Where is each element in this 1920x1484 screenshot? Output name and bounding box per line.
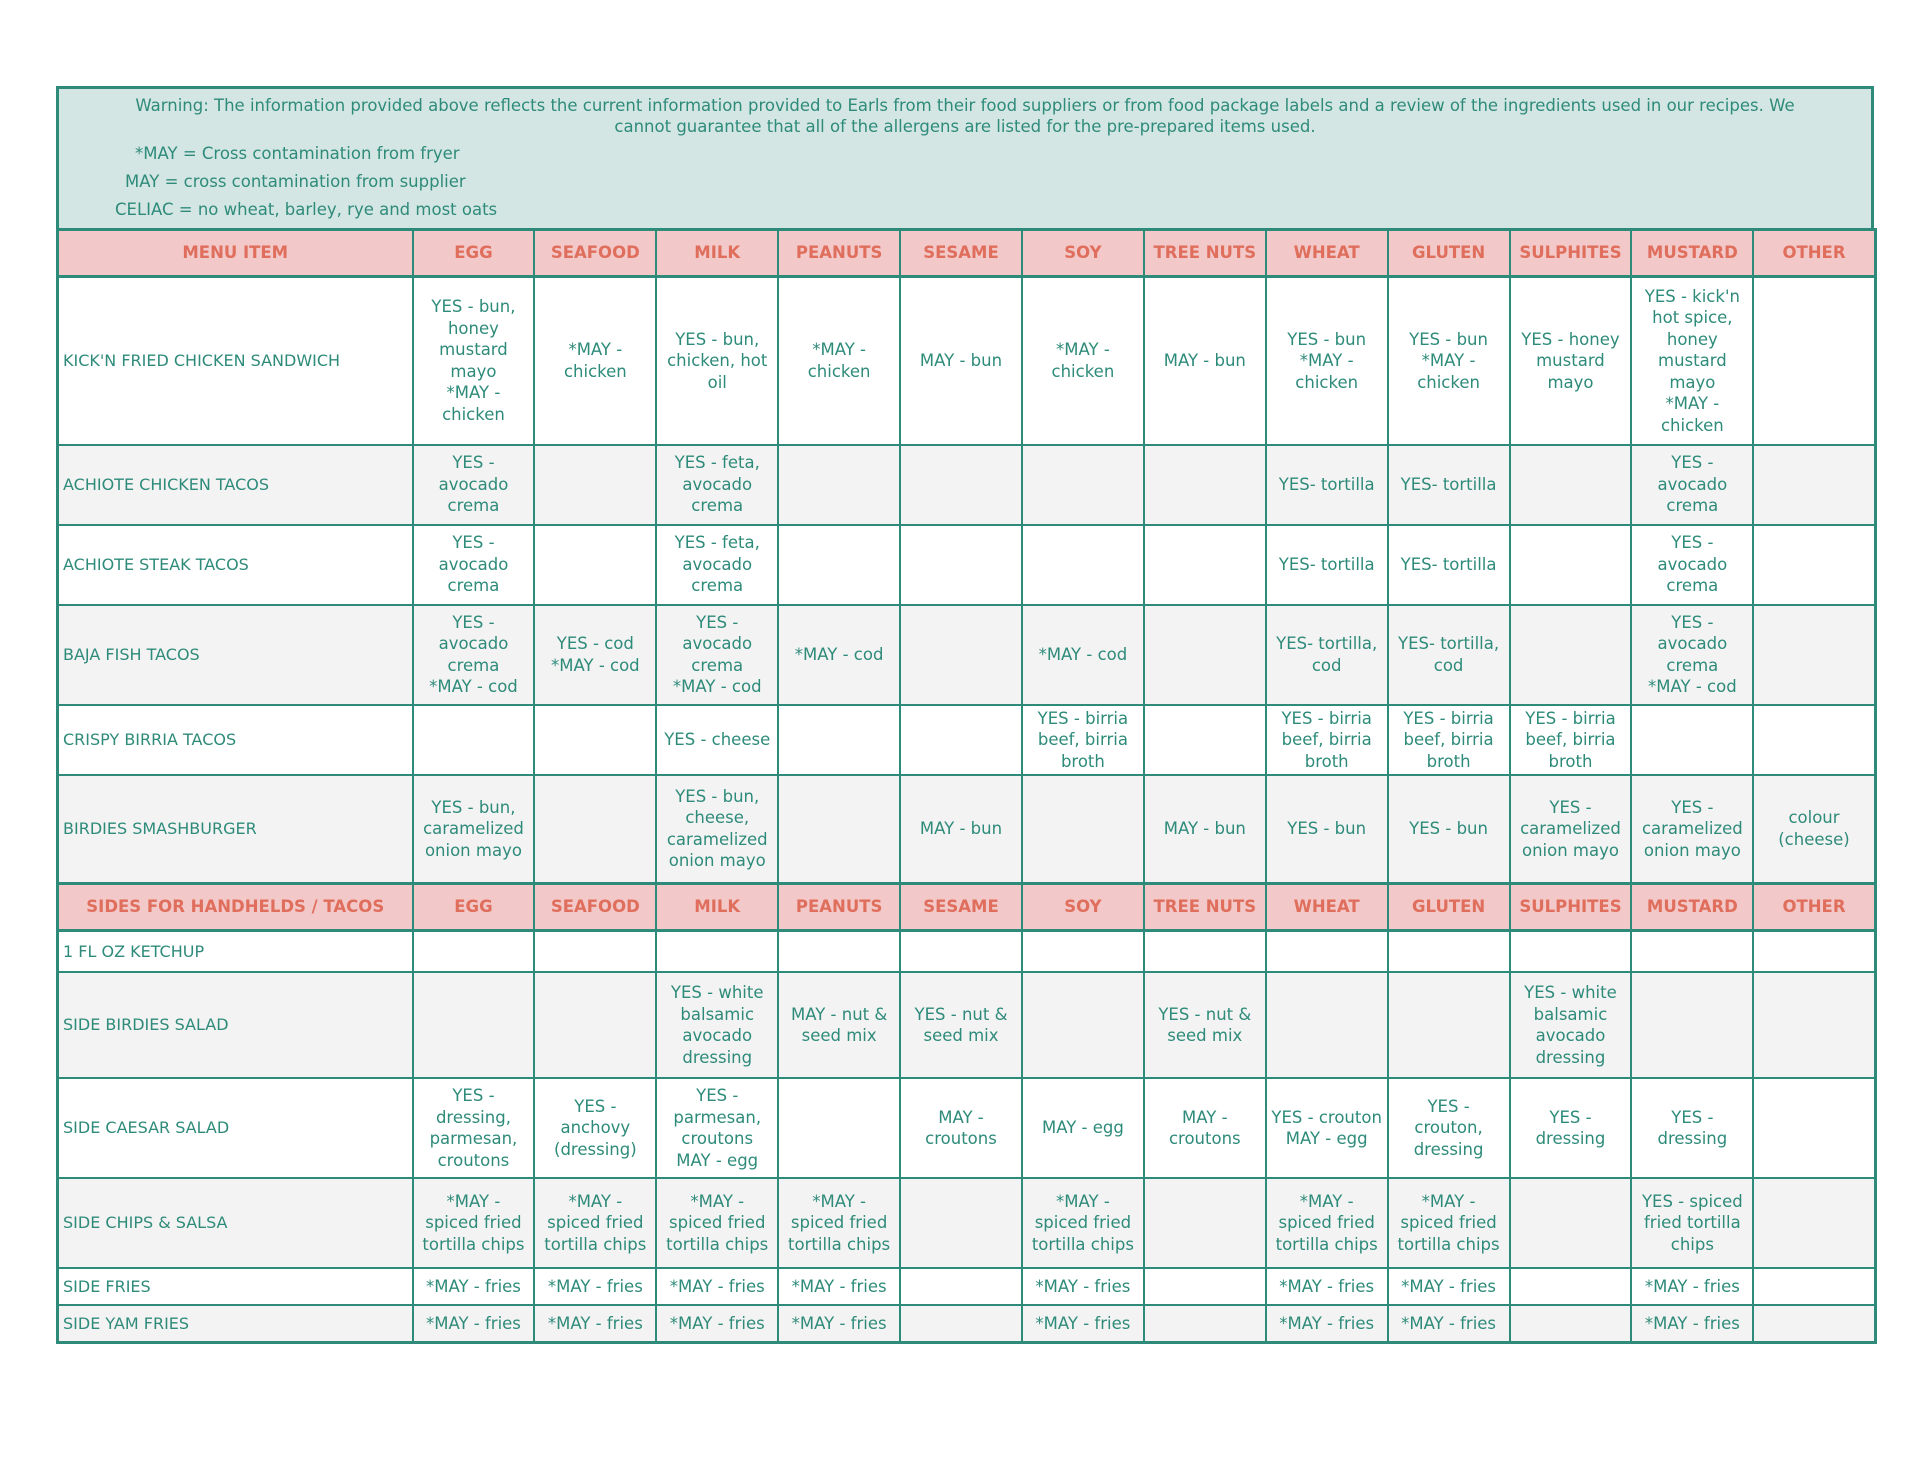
allergen-cell-milk [656,930,778,972]
cell-text: *MAY - cod [794,644,884,664]
allergen-cell-mustard [1631,930,1753,972]
allergen-cell-egg [413,1078,535,1178]
allergen-cell-mustard [1631,445,1753,525]
allergen-cell-gluten [1388,277,1510,445]
cell-text: YES- tortilla, cod [1398,634,1500,675]
allergen-cell-soy [1022,605,1144,705]
cell-text: *MAY - chicken [442,383,505,424]
cell-text: MAY - nut & seed mix [790,1004,888,1045]
allergen-cell-other [1753,1078,1875,1178]
allergen-cell-tree-nuts [1144,930,1266,972]
allergen-cell-wheat [1266,705,1388,776]
allergen-sheet [56,86,1874,1344]
allergen-table [56,228,1877,1344]
cell-text: YES - anchovy (dressing) [554,1096,637,1159]
allergen-cell-soy [1022,705,1144,776]
column-header-gluten: GLUTEN [1388,883,1510,930]
allergen-cell-egg [413,705,535,776]
allergen-cell-wheat [1266,972,1388,1078]
allergen-cell-milk [656,972,778,1078]
cell-text: MAY - egg [1285,1129,1368,1148]
allergen-cell-egg [413,445,535,525]
allergen-cell-mustard [1631,277,1753,445]
cell-text: YES - white balsamic avocado dressing [670,983,764,1067]
cell-text: YES - birria beef, birria broth [1037,708,1129,771]
column-header-egg: EGG [413,230,535,277]
menu-item-name: SIDE CAESAR SALAD [58,1078,413,1178]
allergen-cell-peanuts [778,930,900,972]
allergen-cell-seafood [534,1078,656,1178]
table-row [58,775,1876,883]
cell-text: YES - nut & seed mix [914,1004,1008,1045]
allergen-cell-seafood [534,930,656,972]
menu-item-name: SIDE CHIPS & SALSA [58,1178,413,1268]
cell-text: MAY - croutons [925,1107,997,1148]
column-header-milk: MILK [656,883,778,930]
allergen-cell-sulphites [1510,1305,1632,1342]
allergen-cell-tree-nuts [1144,775,1266,883]
table-row [58,1078,1876,1178]
cell-text: *MAY - fries [1401,1313,1497,1333]
column-header-peanuts: PEANUTS [778,230,900,277]
allergen-cell-soy [1022,525,1144,605]
cell-text: YES - dressing [1535,1107,1606,1148]
cell-text: *MAY - cod [672,677,762,696]
allergen-cell-sesame [900,605,1022,705]
column-header-wheat: WHEAT [1266,230,1388,277]
allergen-cell-sesame [900,1305,1022,1342]
allergen-cell-wheat [1266,1178,1388,1268]
allergen-cell-gluten [1388,1078,1510,1178]
allergen-cell-gluten [1388,445,1510,525]
allergen-cell-mustard [1631,1078,1753,1178]
cell-text: *MAY - fries [669,1313,765,1333]
allergen-cell-other [1753,930,1875,972]
allergen-cell-gluten [1388,1268,1510,1305]
allergen-cell-seafood [534,525,656,605]
allergen-cell-egg [413,605,535,705]
column-header-egg: EGG [413,883,535,930]
allergen-cell-sesame [900,1078,1022,1178]
cell-text: YES - dressing, parmesan, croutons [429,1086,518,1170]
cell-text: YES - honey mustard mayo [1521,329,1620,392]
allergen-cell-milk [656,705,778,776]
column-header-mustard: MUSTARD [1631,883,1753,930]
cell-text: YES - dressing [1657,1107,1728,1148]
cell-text: YES- tortilla [1400,474,1497,494]
allergen-cell-mustard [1631,525,1753,605]
allergen-cell-wheat [1266,775,1388,883]
allergen-cell-seafood [534,705,656,776]
allergen-cell-tree-nuts [1144,972,1266,1078]
allergen-cell-sulphites [1510,277,1632,445]
cell-text: colour (cheese) [1778,808,1850,849]
table-row [58,972,1876,1078]
allergen-cell-seafood [534,605,656,705]
allergen-cell-wheat [1266,1268,1388,1305]
cell-text: YES - avocado crema [438,533,509,596]
cell-text: *MAY - fries [425,1276,521,1296]
allergen-cell-tree-nuts [1144,277,1266,445]
cell-text: *MAY - spiced fried tortilla chips [422,1191,525,1254]
allergen-cell-peanuts [778,775,900,883]
table-row [58,1178,1876,1268]
cell-text: YES - bun, honey mustard mayo [431,297,516,381]
allergen-cell-mustard [1631,1268,1753,1305]
allergen-cell-seafood [534,1268,656,1305]
cell-text: *MAY - chicken [563,340,627,381]
allergen-cell-gluten [1388,1305,1510,1342]
cell-text: MAY - croutons [1168,1107,1241,1148]
cell-text: *MAY - chicken [1051,340,1115,381]
cell-text: *MAY - cod [1648,677,1737,696]
allergen-cell-sesame [900,445,1022,525]
allergen-cell-tree-nuts [1144,1268,1266,1305]
table-row [58,445,1876,525]
cell-text: *MAY - fries [1401,1276,1497,1296]
allergen-cell-egg [413,525,535,605]
allergen-cell-soy [1022,1178,1144,1268]
allergen-cell-sulphites [1510,1268,1632,1305]
column-header-tree-nuts: TREE NUTS [1144,883,1266,930]
cell-text: *MAY - fries [791,1276,887,1296]
allergen-cell-soy [1022,277,1144,445]
allergen-cell-sulphites [1510,775,1632,883]
menu-item-name: ACHIOTE CHICKEN TACOS [58,445,413,525]
menu-item-name: BAJA FISH TACOS [58,605,413,705]
cell-text: YES - birria beef, birria broth [1403,708,1494,771]
cell-text: *MAY - fries [1644,1313,1740,1333]
allergen-cell-sesame [900,1268,1022,1305]
allergen-cell-other [1753,705,1875,776]
cell-text: YES - white balsamic avocado dressing [1524,983,1617,1067]
cell-text: *MAY - fries [1035,1313,1131,1333]
cell-text: *MAY - spiced fried tortilla chips [544,1191,647,1254]
column-header-sesame: SESAME [900,883,1022,930]
allergen-cell-sesame [900,1178,1022,1268]
allergen-cell-sulphites [1510,605,1632,705]
cell-text: MAY - egg [676,1150,759,1170]
legend-supplier: MAY = cross contamination from supplier [125,172,466,191]
cell-text: MAY - bun [1163,819,1246,838]
cell-text: YES - crouton, dressing [1413,1096,1484,1159]
table-row [58,605,1876,705]
allergen-cell-tree-nuts [1144,1178,1266,1268]
cell-text: YES - bun [1287,329,1367,349]
allergen-cell-gluten [1388,775,1510,883]
cell-text: YES - cod [556,634,634,653]
allergen-cell-tree-nuts [1144,605,1266,705]
cell-text: MAY - bun [919,351,1003,370]
column-header-milk: MILK [656,230,778,277]
allergen-cell-soy [1022,1305,1144,1342]
allergen-cell-seafood [534,1178,656,1268]
allergen-cell-other [1753,775,1875,883]
column-header-other: OTHER [1753,230,1875,277]
cell-text: *MAY - fries [547,1313,643,1333]
cell-text: *MAY - fries [791,1313,887,1333]
cell-text: *MAY - cod [1038,644,1128,664]
allergen-cell-tree-nuts [1144,1305,1266,1342]
allergen-cell-sulphites [1510,445,1632,525]
allergen-cell-sesame [900,930,1022,972]
allergen-cell-sulphites [1510,705,1632,776]
column-header-mustard: MUSTARD [1631,230,1753,277]
allergen-cell-gluten [1388,1178,1510,1268]
cell-text: YES - bun [1409,819,1488,838]
cell-text: YES - birria beef, birria broth [1281,708,1372,771]
table-row [58,705,1876,776]
allergen-cell-peanuts [778,605,900,705]
allergen-cell-sesame [900,972,1022,1078]
cell-text: YES - crouton [1271,1107,1382,1127]
allergen-cell-soy [1022,1078,1144,1178]
cell-text: *MAY - spiced fried tortilla chips [1397,1191,1500,1254]
allergen-cell-tree-nuts [1144,525,1266,605]
allergen-cell-other [1753,1305,1875,1342]
menu-item-name: SIDE YAM FRIES [58,1305,413,1342]
cell-text: YES - feta, avocado crema [674,453,760,516]
allergen-cell-milk [656,775,778,883]
allergen-cell-gluten [1388,930,1510,972]
section-title: MENU ITEM [58,230,413,277]
column-header-soy: SOY [1022,230,1144,277]
allergen-cell-gluten [1388,705,1510,776]
allergen-cell-wheat [1266,930,1388,972]
allergen-cell-egg [413,1305,535,1342]
allergen-cell-milk [656,1305,778,1342]
allergen-cell-mustard [1631,1305,1753,1342]
table-row [58,525,1876,605]
allergen-cell-soy [1022,775,1144,883]
cell-text: *MAY - fries [669,1276,765,1296]
allergen-cell-seafood [534,972,656,1078]
cell-text: *MAY - fries [547,1276,643,1296]
allergen-cell-soy [1022,445,1144,525]
column-header-peanuts: PEANUTS [778,883,900,930]
allergen-cell-peanuts [778,705,900,776]
menu-item-name: SIDE FRIES [58,1268,413,1305]
allergen-cell-milk [656,1078,778,1178]
cell-text: YES - bun, cheese, caramelized onion mayo [666,786,768,871]
allergen-cell-other [1753,1178,1875,1268]
cell-text: YES - caramelized onion mayo [1641,797,1743,860]
allergen-cell-soy [1022,972,1144,1078]
allergen-cell-gluten [1388,525,1510,605]
allergen-cell-peanuts [778,1268,900,1305]
cell-text: YES - spiced fried tortilla chips [1641,1191,1743,1254]
allergen-cell-sulphites [1510,1078,1632,1178]
allergen-cell-mustard [1631,1178,1753,1268]
cell-text: YES - birria beef, birria broth [1525,708,1616,771]
allergen-cell-milk [656,525,778,605]
allergen-cell-tree-nuts [1144,445,1266,525]
allergen-cell-sulphites [1510,1178,1632,1268]
cell-text: *MAY - cod [429,677,518,696]
allergen-cell-peanuts [778,445,900,525]
cell-text: *MAY - chicken [1660,394,1724,435]
column-header-wheat: WHEAT [1266,883,1388,930]
allergen-cell-egg [413,1178,535,1268]
cell-text: YES- tortilla [1278,554,1375,574]
cell-text: YES - bun, caramelized onion mayo [423,797,524,860]
allergen-cell-other [1753,277,1875,445]
menu-item-name: KICK'N FRIED CHICKEN SANDWICH [58,277,413,445]
section-header-row [58,883,1876,930]
allergen-cell-peanuts [778,972,900,1078]
cell-text: YES - avocado crema [1657,453,1728,516]
table-row [58,277,1876,445]
cell-text: MAY - bun [919,819,1003,838]
cell-text: *MAY - cod [551,655,640,675]
allergen-cell-sesame [900,277,1022,445]
cell-text: *MAY - spiced fried tortilla chips [1031,1191,1134,1254]
cell-text: *MAY - fries [1644,1276,1740,1296]
cell-text: *MAY - chicken [807,340,871,381]
cell-text: YES - bun [1409,329,1488,349]
cell-text: YES - cheese [664,730,771,749]
section-title: SIDES FOR HANDHELDS / TACOS [58,883,413,930]
cell-text: YES - avocado crema [1657,612,1728,675]
column-header-tree-nuts: TREE NUTS [1144,230,1266,277]
column-header-seafood: SEAFOOD [534,883,656,930]
allergen-cell-peanuts [778,525,900,605]
allergen-cell-other [1753,1268,1875,1305]
allergen-cell-peanuts [778,277,900,445]
legend-celiac: CELIAC = no wheat, barley, rye and most oats [115,200,498,219]
cell-text: YES - bun, chicken, hot oil [667,329,768,392]
cell-text: YES - avocado crema [438,453,509,516]
cell-text: *MAY - fries [1279,1313,1375,1333]
allergen-cell-other [1753,972,1875,1078]
allergen-cell-sulphites [1510,525,1632,605]
cell-text: YES - parmesan, croutons [673,1086,762,1148]
cell-text: YES- tortilla [1400,554,1497,574]
allergen-cell-seafood [534,1305,656,1342]
allergen-cell-sulphites [1510,930,1632,972]
column-header-other: OTHER [1753,883,1875,930]
menu-item-name: CRISPY BIRRIA TACOS [58,705,413,776]
allergen-cell-peanuts [778,1078,900,1178]
allergen-cell-sesame [900,525,1022,605]
column-header-sulphites: SULPHITES [1510,883,1632,930]
cell-text: YES - avocado crema [682,612,753,675]
column-header-seafood: SEAFOOD [534,230,656,277]
allergen-cell-wheat [1266,1078,1388,1178]
allergen-cell-other [1753,605,1875,705]
allergen-cell-mustard [1631,705,1753,776]
allergen-cell-milk [656,1178,778,1268]
allergen-cell-gluten [1388,972,1510,1078]
allergen-cell-egg [413,775,535,883]
allergen-cell-gluten [1388,605,1510,705]
column-header-sulphites: SULPHITES [1510,230,1632,277]
allergen-cell-wheat [1266,525,1388,605]
section-header-row [58,230,1876,277]
allergen-cell-egg [413,972,535,1078]
cell-text: YES - avocado crema [1657,533,1728,596]
allergen-cell-wheat [1266,445,1388,525]
allergen-cell-seafood [534,445,656,525]
allergen-cell-soy [1022,930,1144,972]
allergen-cell-sulphites [1510,972,1632,1078]
cell-text: *MAY - fries [1035,1276,1131,1296]
warning-box [56,86,1874,228]
allergen-cell-egg [413,930,535,972]
legend-fryer: *MAY = Cross contamination from fryer [135,144,460,163]
table-row [58,1305,1876,1342]
column-header-soy: SOY [1022,883,1144,930]
allergen-cell-wheat [1266,277,1388,445]
allergen-cell-soy [1022,1268,1144,1305]
cell-text: YES - feta, avocado crema [674,533,760,596]
menu-item-name: 1 FL OZ KETCHUP [58,930,413,972]
table-row [58,930,1876,972]
allergen-cell-milk [656,605,778,705]
allergen-cell-seafood [534,277,656,445]
allergen-cell-mustard [1631,605,1753,705]
column-header-gluten: GLUTEN [1388,230,1510,277]
table-row [58,1268,1876,1305]
cell-text: YES - nut & seed mix [1158,1004,1252,1045]
allergen-cell-milk [656,445,778,525]
allergen-cell-peanuts [778,1305,900,1342]
cell-text: *MAY - chicken [1295,351,1359,392]
allergen-cell-egg [413,277,535,445]
cell-text: YES - bun [1287,819,1367,838]
allergen-cell-tree-nuts [1144,1078,1266,1178]
allergen-cell-wheat [1266,605,1388,705]
allergen-cell-tree-nuts [1144,705,1266,776]
allergen-cell-milk [656,1268,778,1305]
menu-item-name: ACHIOTE STEAK TACOS [58,525,413,605]
cell-text: YES- tortilla [1278,474,1375,494]
cell-text: MAY - bun [1163,351,1246,370]
cell-text: YES- tortilla, cod [1276,634,1378,675]
allergen-cell-mustard [1631,972,1753,1078]
menu-item-name: BIRDIES SMASHBURGER [58,775,413,883]
allergen-cell-peanuts [778,1178,900,1268]
allergen-cell-other [1753,525,1875,605]
cell-text: YES - caramelized onion mayo [1520,797,1621,860]
cell-text: *MAY - spiced fried tortilla chips [788,1191,891,1254]
cell-text: *MAY - fries [1279,1276,1375,1296]
allergen-cell-milk [656,277,778,445]
cell-text: YES - kick'n hot spice, honey mustard mayo [1644,286,1740,392]
cell-text: *MAY - spiced fried tortilla chips [1275,1191,1378,1254]
menu-item-name: SIDE BIRDIES SALAD [58,972,413,1078]
allergen-cell-egg [413,1268,535,1305]
allergen-cell-other [1753,445,1875,525]
cell-text: *MAY - spiced fried tortilla chips [666,1191,769,1254]
cell-text: *MAY - fries [425,1313,521,1333]
allergen-cell-sesame [900,705,1022,776]
cell-text: YES - avocado crema [438,612,509,675]
allergen-cell-seafood [534,775,656,883]
cell-text: MAY - egg [1041,1118,1124,1138]
cell-text: *MAY - chicken [1417,351,1480,392]
column-header-sesame: SESAME [900,230,1022,277]
allergen-cell-wheat [1266,1305,1388,1342]
warning-text: Warning: The information provided above reflects the current information provided to Earls from their food suppliers or from food package labels and a review of the ingredients used in our recipes. We cannot guarantee that all of the allergens are listed for the pre-prepared items used. [135,96,1795,136]
allergen-cell-mustard [1631,775,1753,883]
allergen-cell-sesame [900,775,1022,883]
